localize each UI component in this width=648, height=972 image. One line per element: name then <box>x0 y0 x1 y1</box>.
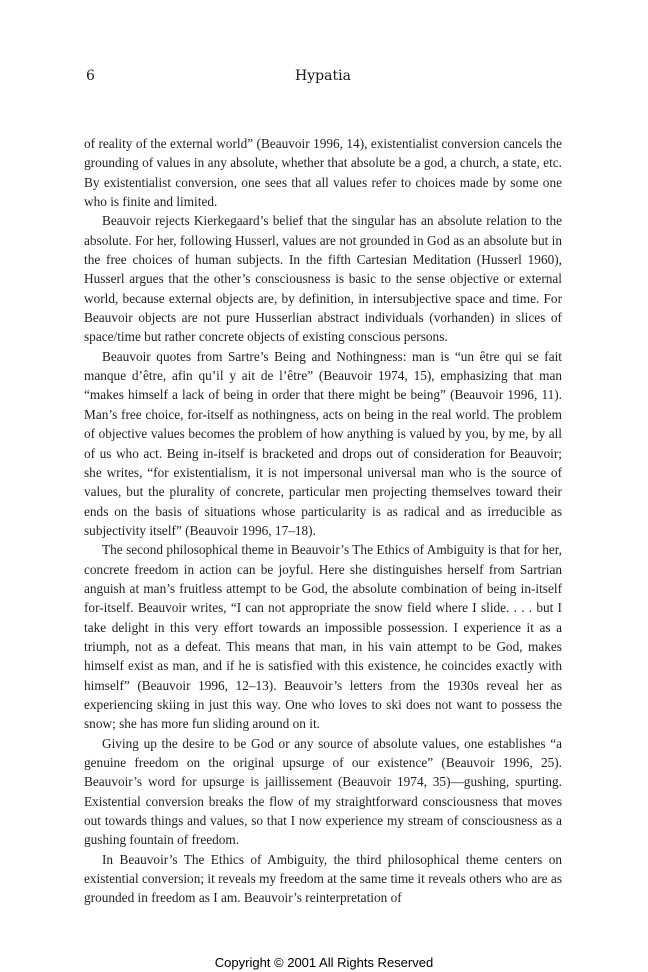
paragraph-6: In Beauvoir’s The Ethics of Ambiguity, the third philosophical theme centers on existential conversion; it reveals my freedom at the same time it reveals others who are as grounded in freedom as I am. Beauvoir’s reinterpretation of <box>84 851 562 906</box>
paragraph-5: Giving up the desire to be God or any source of absolute values, one establishes “a genuine freedom on the original upsurge of our existence” (Beauvoir 1996, 25). Beauvoir’s word for upsurge is jaillissement (Beauvoir 1974, 35)—gushing, spurting. Existential conversion breaks the flow of my straightforward consciousness that moves out towards things and values, so that I now experience my stream of consciousness as a gushing fountain of freedom. <box>84 735 562 848</box>
body-text <box>84 134 562 908</box>
page-number: 6 <box>86 68 95 84</box>
paragraph-2: Beauvoir rejects Kierkegaard’s belief that the singular has an absolute relation to the absolute. For her, following Husserl, values are not grounded in God as an absolute but in the free choices of human subjects. In the fifth Cartesian Meditation (Husserl 1960), Husserl argues that the other’s consciousness is basic to the sense objective or external world, because external objects are, by definition, in intersubjective space and time. For Beauvoir objects are not pure Husserlian abstract individuals (vorhanden) in slices of space/time but rather concrete objects of existing conscious persons. <box>84 213 562 345</box>
page-header <box>84 68 562 90</box>
copyright-notice: Copyright © 2001 All Rights Reserved <box>214 955 434 970</box>
paragraph-3: Beauvoir quotes from Sartre’s Being and Nothingness: man is “un être qui se fait manque d’être, afin qu’il y ait de l’être” (Beauvoir 1974, 15), emphasizing that man “makes himself a lack of being in order that there might be being” (Beauvoir 1996, 11). Man’s free choice, for-itself as nothingness, acts on being in the real world. The problem of objective values becomes the problem of how anything is valued by you, by me, by all of us who act. Being in-itself is bracketed and drops out of consideration for Beauvoir; she writes, “for existentialism, it is not impersonal universal man who is the source of values, but the plurality of concrete, particular men projecting themselves toward their ends on the basis of situations whose particularity is as radical and as irreducible as subjectivity itself” (Beauvoir 1996, 17–18). <box>84 348 562 538</box>
paragraph-1: of reality of the external world” (Beauvoir 1996, 14), existentialist conversion cancels the grounding of values in any absolute, whether that absolute be a god, a church, a state, etc. By existentialist conversion, one sees that all values refer to choices made by some one who is finite and limited. <box>84 136 562 210</box>
running-head: Hypatia <box>295 68 351 84</box>
paragraph-4: The second philosophical theme in Beauvoir’s The Ethics of Ambiguity is that for her, concrete freedom in action can be joyful. Here she distinguishes herself from Sartrian anguish at man’s fruitless attempt to be God, the absolute combination of being in-itself for-itself. Beauvoir writes, “I can not appropriate the snow field where I slide. . . . but I take delight in this very effort towards an impossible possession. I experience it as a triumph, not as a defeat. This means that man, in his vain attempt to be God, makes himself exist as man, and if he is satisfied with this existence, he coincides exactly with himself” (Beauvoir 1996, 12–13). Beauvoir’s letters from the 1930s reveal her as experiencing skiing in just this way. One who loves to ski does not want to possess the snow; she has more fun sliding around on it. <box>84 542 562 732</box>
